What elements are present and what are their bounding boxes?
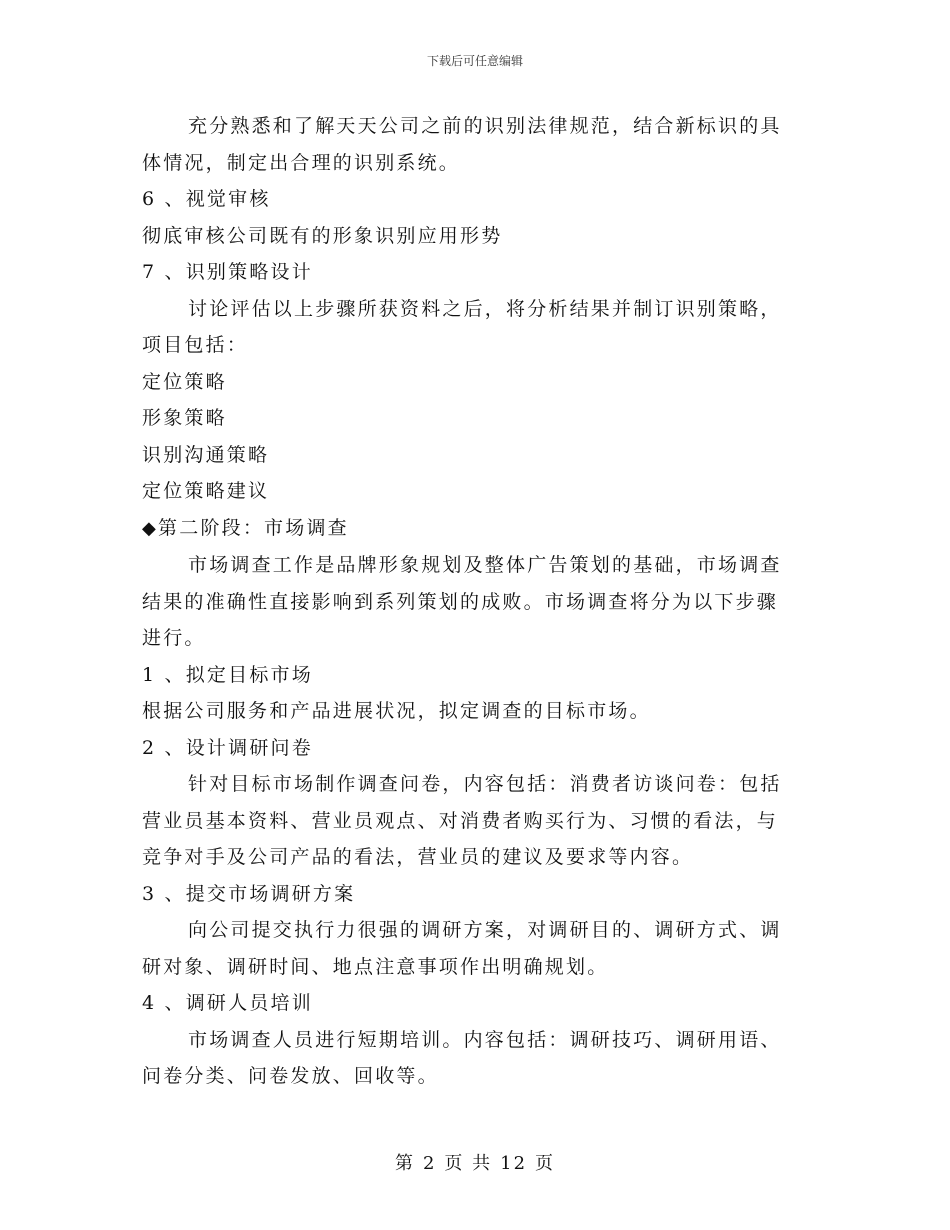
step-heading: 1 、拟定目标市场 (142, 663, 313, 686)
list-item: 定位策略 (142, 370, 227, 393)
paragraph: 向公司提交执行力很强的调研方案，对调研目的、调研方式、调研对象、调研时间、地点注意事项作出明确规划。 (142, 919, 782, 978)
section-heading: 6 、视觉审核 (142, 188, 271, 210)
step-heading: 3 、提交市场调研方案 (142, 882, 356, 905)
list-item: 定位策略建议 (142, 480, 270, 502)
total-page-number: 12 (500, 1153, 528, 1174)
paragraph: 讨论评估以上步骤所获资料之后，将分析结果并制订识别策略，项目包括： (142, 297, 782, 356)
footer-prefix: 第 (394, 1153, 415, 1174)
footer-suffix: 页 (535, 1153, 556, 1174)
current-page-number: 2 (422, 1153, 437, 1174)
paragraph: 市场调查人员进行短期培训。内容包括：调研技巧、调研用语、问卷分类、问卷发放、回收等。 (142, 1028, 782, 1087)
stage-heading (142, 510, 797, 548)
page-header: 下载后可任意编辑 (426, 54, 523, 68)
stage-title: 第二阶段：市场调查 (158, 516, 349, 539)
step-heading: 4 、调研人员培训 (142, 992, 313, 1014)
page-footer (0, 1153, 950, 1175)
list-item: 识别沟通策略 (142, 443, 270, 466)
paragraph: 充分熟悉和了解天天公司之前的识别法律规范，结合新标识的具体情况，制定出合理的识别系统。 (142, 115, 782, 174)
paragraph: 市场调查工作是品牌形象规划及整体广告策划的基础，市场调查结果的准确性直接影响到系列策划的成败。市场调查将分为以下步骤进行。 (142, 554, 782, 649)
section-heading: 7 、识别策略设计 (142, 261, 313, 283)
document-body (142, 108, 797, 1095)
paragraph: 彻底审核公司既有的形象识别应用形势 (142, 224, 503, 247)
paragraph: 针对目标市场制作调查问卷，内容包括：消费者访谈问卷：包括营业员基本资料、营业员观点、对消费者购买行为、习惯的看法，与竞争对手及公司产品的看法，营业员的建议及要求等内容。 (142, 773, 782, 868)
paragraph: 根据公司服务和产品进展状况，拟定调查的目标市场。 (142, 700, 651, 722)
list-item: 形象策略 (142, 407, 227, 429)
diamond-bullet-icon: ◆ (142, 517, 159, 539)
footer-middle: 页 共 (444, 1153, 493, 1174)
step-heading: 2 、设计调研问卷 (142, 736, 313, 759)
